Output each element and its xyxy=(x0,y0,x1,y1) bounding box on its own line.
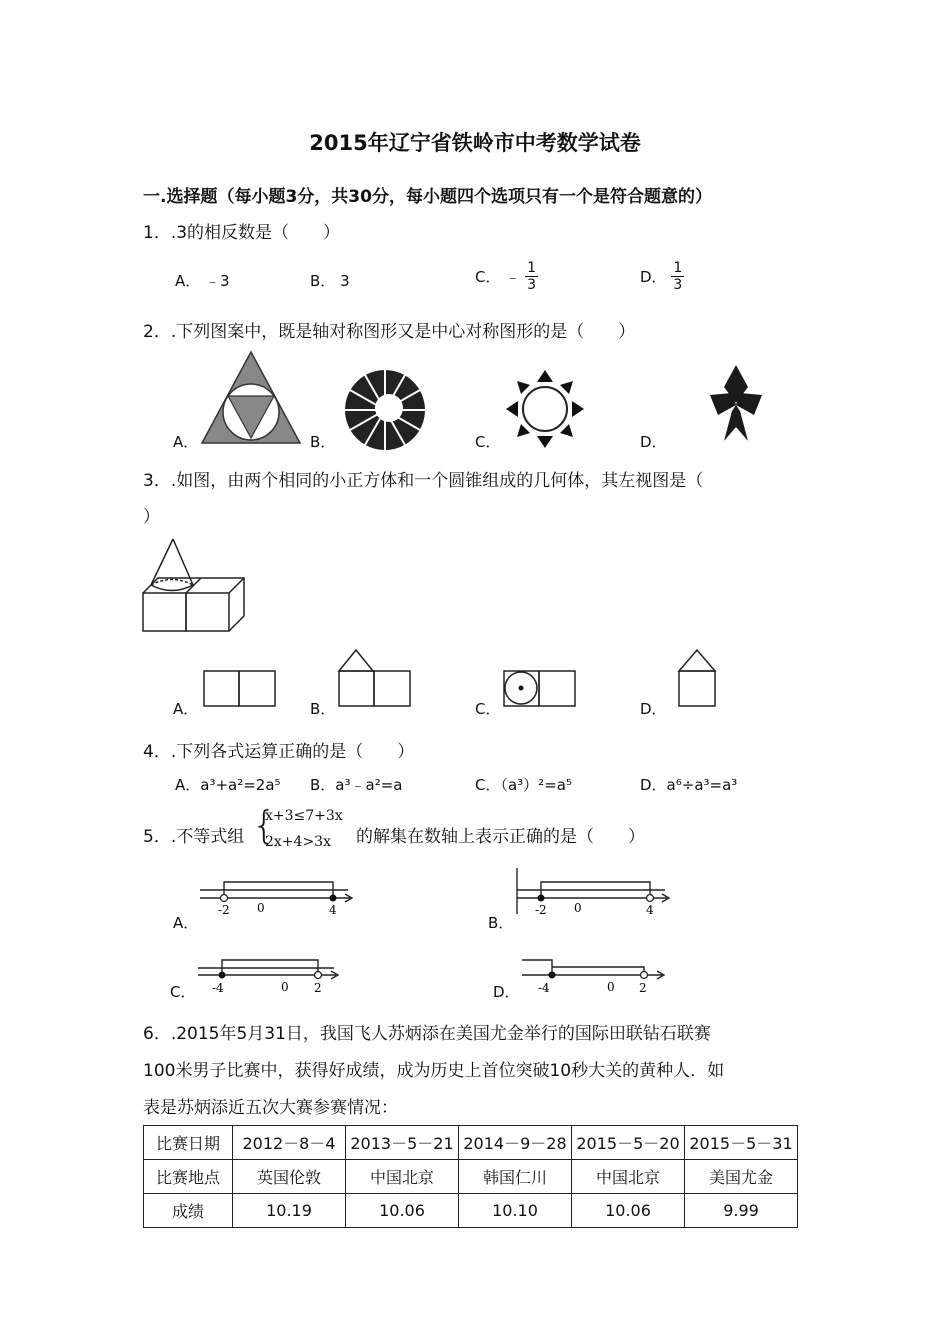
tick-label: 2 xyxy=(639,981,647,995)
q1-option-d-fraction xyxy=(671,260,684,293)
q3-option-c-label: C． xyxy=(475,700,501,718)
table-cell: 2015－5－31 xyxy=(685,1126,798,1160)
q2-option-d-label: D． xyxy=(640,433,667,451)
q1-option-a xyxy=(175,270,230,291)
inequality-2: 2x+4>3x xyxy=(265,834,331,850)
q2-figure-d-star xyxy=(710,365,762,445)
table-cell: 2014－9－28 xyxy=(459,1126,572,1160)
q3-option-c-figure xyxy=(503,670,577,708)
fraction-numerator: 1 xyxy=(527,260,536,276)
question-5-stem-prefix: 5．.不等式组 xyxy=(143,827,245,847)
q1-option-c-fraction xyxy=(525,260,538,293)
q1-option-b xyxy=(310,270,350,291)
results-table xyxy=(143,1125,798,1228)
page-title: 2015年辽宁省铁岭市中考数学试卷 xyxy=(309,131,641,155)
table-row xyxy=(144,1160,798,1194)
q1-option-a-label: A． xyxy=(175,272,201,290)
q3-option-a-figure xyxy=(203,670,277,708)
q5-number-line-c xyxy=(198,955,346,997)
table-cell: 10.19 xyxy=(233,1194,346,1228)
tick-label: 0 xyxy=(257,901,265,915)
table-cell: 中国北京 xyxy=(346,1160,459,1194)
question-6-line2: 100米男子比赛中，获得好成绩，成为历史上首位突破10秒大关的黄种人．如 xyxy=(143,1061,725,1081)
q2-option-b-label: B． xyxy=(310,433,336,451)
q1-option-d-label: D． xyxy=(640,268,667,286)
tick-label: 0 xyxy=(574,901,582,915)
q1-option-a-value: ﹣3 xyxy=(205,272,230,290)
table-cell: 10.06 xyxy=(346,1194,459,1228)
table-cell: 9.99 xyxy=(685,1194,798,1228)
table-row xyxy=(144,1126,798,1160)
tick-label: 0 xyxy=(281,980,289,994)
question-6-line1: 6．.2015年5月31日，我国飞人苏炳添在美国尤金举行的国际田联钻石联赛 xyxy=(143,1024,711,1044)
table-cell: 10.06 xyxy=(572,1194,685,1228)
q2-figure-c-arrow-ring xyxy=(504,368,586,450)
q3-option-d-label: D． xyxy=(640,700,667,718)
q5-number-line-a xyxy=(200,868,360,918)
question-3-stem-line2: ） xyxy=(143,507,160,527)
q1-option-c-label: C． xyxy=(475,268,501,286)
q5-option-c-label: C． xyxy=(170,983,196,1001)
table-cell: 英国伦敦 xyxy=(233,1160,346,1194)
table-cell: 2012－8－4 xyxy=(233,1126,346,1160)
q2-option-a-label: A． xyxy=(173,433,199,451)
table-row xyxy=(144,1194,798,1228)
q3-option-d-figure xyxy=(678,648,718,708)
q2-option-c-label: C． xyxy=(475,433,501,451)
q4-option-c: C．（a³）²=a⁵ xyxy=(475,776,572,794)
tick-label: 4 xyxy=(646,903,654,917)
table-cell: 韩国仁川 xyxy=(459,1160,572,1194)
section-heading: 一.选择题（每小题3分，共30分，每小题四个选项只有一个是符合题意的） xyxy=(143,187,712,207)
tick-label: -4 xyxy=(538,981,550,995)
q3-option-a-label: A． xyxy=(173,700,199,718)
q3-option-b-figure xyxy=(338,648,412,708)
q1-option-c-sign: ﹣ xyxy=(505,268,521,286)
row-label: 比赛地点 xyxy=(144,1160,233,1194)
table-cell: 10.10 xyxy=(459,1194,572,1228)
q1-option-b-label: B． xyxy=(310,272,336,290)
table-cell: 中国北京 xyxy=(572,1160,685,1194)
tick-label: 0 xyxy=(607,980,615,994)
q5-number-line-d xyxy=(522,955,672,997)
tick-label: 2 xyxy=(314,981,322,995)
row-label: 成绩 xyxy=(144,1194,233,1228)
question-6-line3: 表是苏炳添近五次大赛参赛情况： xyxy=(143,1098,398,1118)
question-4-stem: 4．.下列各式运算正确的是（ ） xyxy=(143,742,415,762)
tick-label: -2 xyxy=(535,903,547,917)
question-2-stem: 2．.下列图案中，既是轴对称图形又是中心对称图形的是（ ） xyxy=(143,322,636,342)
q4-option-d: D．a⁶÷a³=a³ xyxy=(640,776,738,794)
q5-option-b-label: B． xyxy=(488,914,514,932)
tick-label: -4 xyxy=(212,981,224,995)
question-1-stem: 1．.3的相反数是（ ） xyxy=(143,223,341,243)
q4-option-b: B．a³﹣a²=a xyxy=(310,776,403,794)
table-cell: 2015－5－20 xyxy=(572,1126,685,1160)
table-cell: 2013－5－21 xyxy=(346,1126,459,1160)
q2-figure-b-swirl xyxy=(343,368,427,452)
fraction-numerator: 1 xyxy=(673,260,683,276)
row-label: 比赛日期 xyxy=(144,1126,233,1160)
q3-option-b-label: B． xyxy=(310,700,336,718)
fraction-denominator: 3 xyxy=(673,277,683,293)
tick-label: 4 xyxy=(329,903,337,917)
q3-solid-figure xyxy=(142,538,246,634)
q5-number-line-b xyxy=(517,868,677,918)
table-cell: 美国尤金 xyxy=(685,1160,798,1194)
q2-figure-a-triangle-circle xyxy=(200,350,302,445)
question-5-stem-suffix: 的解集在数轴上表示正确的是（ ） xyxy=(356,827,645,847)
question-3-stem-line1: 3．.如图，由两个相同的小正方体和一个圆锥组成的几何体，其左视图是（ xyxy=(143,471,704,491)
q1-option-b-value: 3 xyxy=(340,272,350,290)
q1-option-d xyxy=(640,260,684,293)
inequality-1: x+3≤7+3x xyxy=(265,808,343,824)
tick-label: -2 xyxy=(218,903,230,917)
q1-option-c xyxy=(475,260,538,293)
q5-option-a-label: A． xyxy=(173,914,199,932)
q5-option-d-label: D． xyxy=(493,983,520,1001)
q4-option-a: A．a³+a²=2a⁵ xyxy=(175,776,281,794)
fraction-denominator: 3 xyxy=(527,277,536,293)
system-brace: { xyxy=(252,803,277,847)
